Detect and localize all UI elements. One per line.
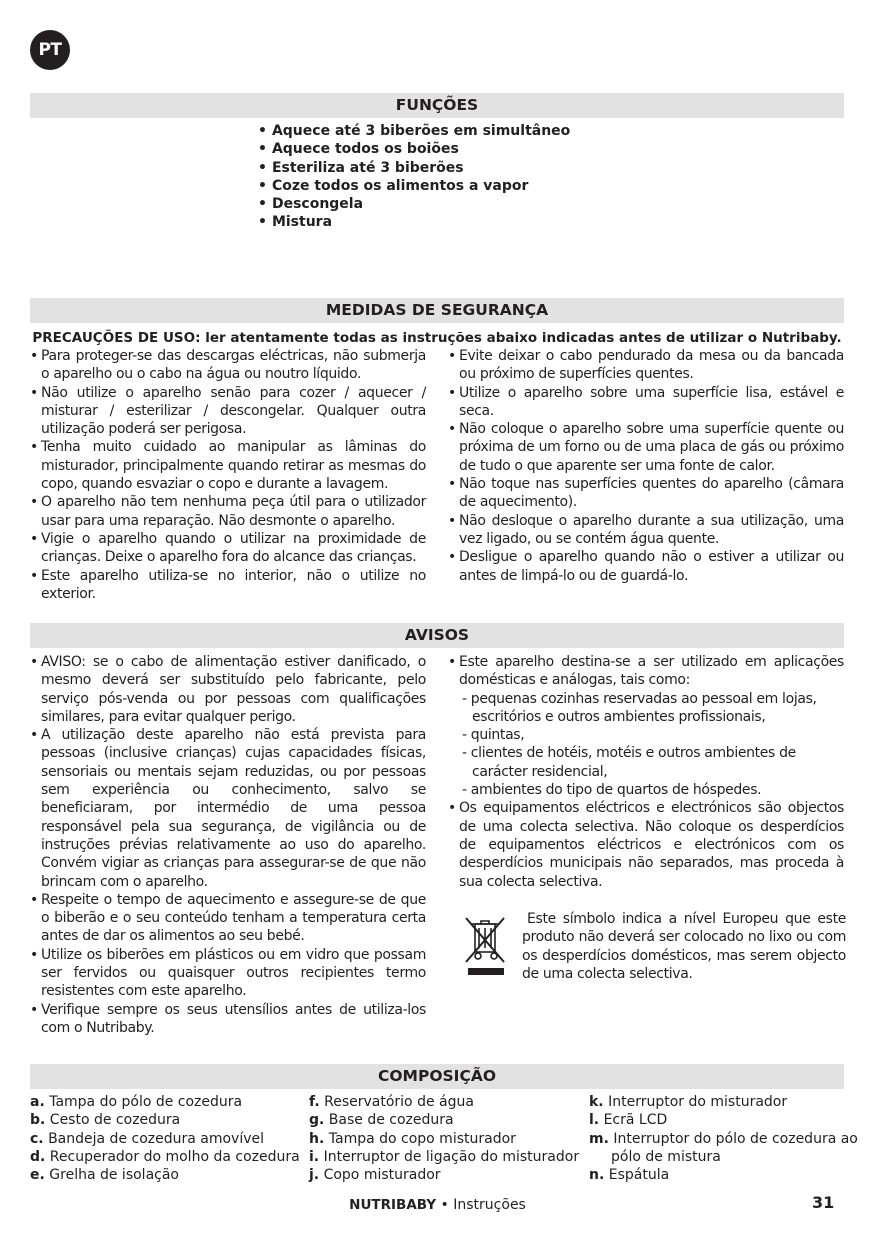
composition-item-h: h. Tampa do copo misturador <box>309 1130 516 1147</box>
sub-list-item: - quintas, <box>462 727 525 744</box>
list-item: • Utilize o aparelho sobre uma superfície lisa, estável e seca. <box>448 384 844 421</box>
precautions-text: PRECAUÇÕES DE USO: ler atentamente todas as instruções abaixo indicadas antes de utilizar o Nutribaby. <box>32 330 842 346</box>
warnings-right-column <box>448 653 844 891</box>
list-item: • Não coloque o aparelho sobre uma superfície quente ou próxima de um forno ou de uma placa de gás ou próximo de tudo o que aparente ser uma fonte de calor. <box>448 420 844 475</box>
crossed-out-wheelie-bin-icon <box>464 914 508 976</box>
sub-list-item: - clientes de hotéis, motéis e outros ambientes de carácter residencial, <box>462 745 796 780</box>
language-badge: PT <box>30 30 70 70</box>
composition-item-a: a. Tampa do pólo de cozedura <box>30 1094 243 1110</box>
list-item: • Aquece todos os boiões <box>258 140 570 158</box>
list-item: • O aparelho não tem nenhuma peça útil para o utilizador usar para uma reparação. Não desmonte o aparelho. <box>30 493 426 530</box>
list-item: • Evite deixar o cabo pendurado da mesa ou da bancada ou próximo de superfícies quentes. <box>448 347 844 384</box>
list-item: • Tenha muito cuidado ao manipular as lâminas do misturador, principalmente quando retirar as mesmas do copo, quando esvaziar o copo e durante a lavagem. <box>30 438 426 493</box>
composition-item-k: k. Interruptor do misturador <box>589 1094 788 1110</box>
list-item: • Para proteger-se das descargas eléctricas, não submerja o aparelho ou o cabo na água ou noutro líquido. <box>30 347 426 384</box>
footer-separator: • <box>440 1197 449 1213</box>
list-item: • Mistura <box>258 213 570 231</box>
composition-item-i: i. Interruptor de ligação do misturador <box>309 1148 580 1165</box>
sub-list-item: - ambientes do tipo de quartos de hóspedes. <box>462 782 762 799</box>
list-item: • Coze todos os alimentos a vapor <box>258 177 570 195</box>
list-item: • Respeite o tempo de aquecimento e assegure-se de que o biberão e o seu conteúdo tenham a temperatura certa antes de dar os alimentos ao seu bebé. <box>30 891 426 946</box>
composition-item-m-continued: pólo de mistura <box>611 1148 721 1165</box>
composition-item-d: d. Recuperador do molho da cozedura <box>30 1148 300 1165</box>
functions-heading: FUNÇÕES <box>30 93 844 118</box>
functions-list <box>258 122 570 232</box>
list-item: • Esteriliza até 3 biberões <box>258 159 570 177</box>
safety-right-column <box>448 347 844 585</box>
page-number: 31 <box>812 1193 835 1212</box>
composition-item-b: b. Cesto de cozedura <box>30 1112 181 1129</box>
composition-column-3 <box>589 1093 858 1184</box>
list-item: • Os equipamentos eléctricos e electrónicos são objectos de uma colecta selectiva. Não coloque os desperdícios de equipamentos eléctricos e electrónicos com os desperdícios municipais não separados, mas proceda à sua colecta selectiva. <box>448 799 844 890</box>
composition-item-e: e. Grelha de isolação <box>30 1167 179 1184</box>
composition-item-n: n. Espátula <box>589 1167 670 1184</box>
list-item: • Utilize os biberões em plásticos ou em vidro que possam ser fervidos ou quaisquer outros recipientes termo resistentes com este aparelho. <box>30 946 426 1001</box>
composition-item-c: c. Bandeja de cozedura amovível <box>30 1130 265 1147</box>
safety-left-column <box>30 347 426 603</box>
list-item: • Desligue o aparelho quando não o estiver a utilizar ou antes de limpá-lo ou de guardá-lo. <box>448 548 844 585</box>
composition-item-f: f. Reservatório de água <box>309 1094 474 1110</box>
composition-heading: COMPOSIÇÃO <box>30 1064 844 1089</box>
sub-list-item: - pequenas cozinhas reservadas ao pessoal em lojas, escritórios e outros ambientes profissionais, <box>462 690 817 725</box>
footer-brand: NUTRIBABY <box>349 1197 437 1213</box>
list-item: • AVISO: se o cabo de alimentação estiver danificado, o mesmo deverá ser substituído pelo fabricante, pelo serviço pós-venda ou por pessoas com qualificações similares, para evitar qualquer perigo. <box>30 653 426 726</box>
weee-notice <box>460 910 846 983</box>
list-item: • Este aparelho utiliza-se no interior, não o utilize no exterior. <box>30 567 426 604</box>
list-item: • Não desloque o aparelho durante a sua utilização, uma vez ligado, ou se contém água quente. <box>448 512 844 549</box>
weee-text: Este símbolo indica a nível Europeu que este produto não deverá ser colocado no lixo ou com os desperdícios domésticos, mas serem objecto de uma colecta selectiva. <box>522 911 846 982</box>
composition-item-j: j. Copo misturador <box>309 1167 441 1184</box>
composition-column-2 <box>309 1093 579 1184</box>
composition-column-1 <box>30 1093 300 1184</box>
list-item: • Este aparelho destina-se a ser utilizado em aplicações domésticas e análogas, tais como: <box>448 653 844 690</box>
list-item: • Vigie o aparelho quando o utilizar na proximidade de crianças. Deixe o aparelho fora do alcance das crianças. <box>30 530 426 567</box>
warnings-heading: AVISOS <box>30 623 844 648</box>
list-item: • Descongela <box>258 195 570 213</box>
safety-heading: MEDIDAS DE SEGURANÇA <box>30 298 844 323</box>
warnings-left-column <box>30 653 426 1037</box>
composition-item-m: m. Interruptor do pólo de cozedura ao <box>589 1130 858 1147</box>
composition-item-g: g. Base de cozedura <box>309 1112 454 1129</box>
list-item: • Não utilize o aparelho senão para cozer / aquecer / misturar / esterilizar / descongelar. Qualquer outra utilização poderá ser perigosa. <box>30 384 426 439</box>
list-item: • A utilização deste aparelho não está prevista para pessoas (inclusive crianças) cujas capacidades físicas, sensoriais ou mentais sejam reduzidas, ou por pessoas sem experiência ou conhecimento, salvo se beneficiaram, por intermédio de uma pessoa responsável pela sua segurança, de vigilância ou de instruções prévias relativamente ao uso do aparelho. Convém vigiar as crianças para assegurar-se de que não brincam com o aparelho. <box>30 726 426 891</box>
list-item: • Aquece até 3 biberões em simultâneo <box>258 122 570 140</box>
page-footer <box>0 1193 875 1214</box>
composition-item-l: l. Ecrã LCD <box>589 1112 668 1129</box>
list-item: • Verifique sempre os seus utensílios antes de utiliza-los com o Nutribaby. <box>30 1001 426 1038</box>
list-item: • Não toque nas superfícies quentes do aparelho (câmara de aquecimento). <box>448 475 844 512</box>
footer-label: Instruções <box>453 1197 526 1213</box>
